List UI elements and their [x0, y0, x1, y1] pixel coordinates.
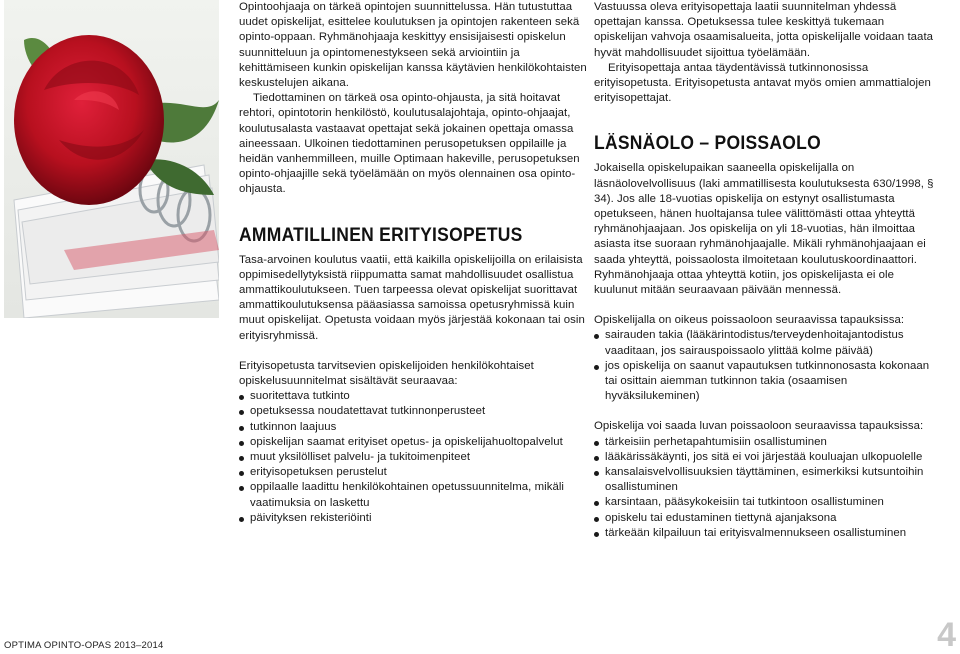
- list-item: kansalaisvelvollisuuksien täyttäminen, esimerkiksi kutsuntoihin osallistuminen: [594, 465, 934, 495]
- plan-contents-intro: Erityisopetusta tarvitsevien opiskelijoiden henkilökohtaiset opiskelusuunnitelmat sisältävät seuraavaa:: [239, 359, 534, 388]
- list-item: opiskelu tai edustaminen tiettynä ajanjaksona: [594, 511, 934, 526]
- list-item: muut yksilölliset palvelu- ja tukitoimenpiteet: [239, 450, 589, 465]
- attendance-paragraph: Jokaisella opiskelupaikan saaneella opiskelijalla on läsnäolovelvollisuus (laki ammatillisesta koulutuksesta 630/1998, § 34). Jos alle 18-vuotias opiskelija on estynyt osallistumasta opetukseen, hänen huoltajansa tulee välittömästi ottaa yhteyttä ryhmänohjaajaan. Jos opiskelija on yli 18-vuotias, hän ilmoittaa asiasta itse suoraan ryhmänohjaajalle. Mikäli ryhmänohjaajaan ei saada yhteyttä, poissaolosta ilmoitetaan koulutuskoordinaattori. Ryhmänohjaaja ottaa yhteyttä kotiin, jos opiskelijasta ei ole kuulunut mitään seuraavaan päivään mennessä.: [594, 162, 934, 297]
- special-teacher-paragraph: Erityisopettaja antaa täydentävissä tutkinnonosissa erityisopetusta. Erityisopetusta antavat myös omien ammattialojen erityisopettajat.: [594, 61, 931, 105]
- list-item: opetuksessa noudatettavat tutkinnonperusteet: [239, 404, 589, 419]
- left-text-column: [239, 0, 589, 526]
- list-item: tärkeään kilpailuun tai erityisvalmennukseen osallistuminen: [594, 526, 934, 541]
- list-item: jos opiskelija on saanut vapautuksen tutkinnonosasta kokonaan tai osittain aiemman tutkinnon takia (osaamisen hyväksilukeminen): [594, 359, 934, 405]
- list-item: opiskelijan saamat erityiset opetus- ja opiskelijahuoltopalvelut: [239, 435, 589, 450]
- intro-paragraph: Opintoohjaaja on tärkeä opintojen suunnittelussa. Hän tutustuttaa uudet opiskelijat, esittelee koulutuksen ja opintojen rakenteen sekä opinto-oppaan. Ryhmänohjaaja keskittyy ensisijaisesti opiskelun suunnitteluun ja opintomenestykseen sekä arviointiin ja kehittämiseen kunkin opiskelijan kanssa käytävien henkilökohtaisten keskustelujen aikana.: [239, 1, 587, 90]
- page-number: 4: [937, 616, 956, 654]
- rose-photo: [4, 0, 219, 318]
- section-heading-special-education: AMMATILLINEN ERITYISOPETUS: [239, 224, 523, 246]
- list-item: lääkärissäkäynti, jos sitä ei voi järjestää kouluajan ulkopuolelle: [594, 450, 934, 465]
- list-item: päivityksen rekisteriöinti: [239, 511, 589, 526]
- page-footer: OPTIMA OPINTO-OPAS 2013–2014: [4, 640, 164, 651]
- absence-right-intro: Opiskelijalla on oikeus poissaoloon seuraavissa tapauksissa:: [594, 314, 905, 327]
- list-item: erityisopetuksen perustelut: [239, 465, 589, 480]
- list-item: tärkeisiin perhetapahtumisiin osallistuminen: [594, 435, 934, 450]
- equality-paragraph: Tasa-arvoinen koulutus vaatii, että kaikilla opiskelijoilla on erilaisista oppimisedellytyksistä riippumatta samat mahdollisuudet osallistua ammattikoulutukseen. Tuen tarpeessa olevat opiskelijat suorittavat ammattikoulutuksensa pääasiassa samoissa opetusryhmissä kuin muut opiskelijat. Opetusta voidaan myös järjestää kokonaan tai osin erityisryhmissä.: [239, 253, 585, 342]
- section-heading-attendance: LÄSNÄOLO – POISSAOLO: [594, 133, 821, 155]
- communication-paragraph: Tiedottaminen on tärkeä osa opinto-ohjausta, ja sitä hoitavat rehtori, opintotorin henkilöstö, koulutusalajohtaja, opinto-ohjaajat, koulutusalasta vastaavat opettajat sekä jokainen opettaja omassa aineessaan. Ulkoinen tiedottaminen perusopetuksen oppilaille ja heidän vanhemmilleen, muille Optimaan hakeville, perusopetuksen opinto-ohjaajille sekä työelämään on myös olennainen osa opinto-ohjausta.: [239, 92, 580, 196]
- list-item: sairauden takia (lääkärintodistus/terveydenhoitajantodistus vaaditaan, jos sairauspoissaolo ylittää kolme päivää): [594, 328, 934, 358]
- plan-contents-list: [239, 389, 589, 526]
- right-text-column: [594, 0, 934, 541]
- responsibility-paragraph: Vastuussa oleva erityisopettaja laatii suunnitelman yhdessä opettajan kanssa. Opetuksessa tulee keskittyä tukemaan opiskelijan vahvoja osaamisalueita, jotta opiskelijalle voidaan taata hyvät mahdollisuudet sijoittua työelämään.: [594, 1, 934, 59]
- list-item: tutkinnon laajuus: [239, 420, 589, 435]
- absence-permission-list: [594, 435, 934, 541]
- list-item: suoritettava tutkinto: [239, 389, 589, 404]
- list-item: oppilaalle laadittu henkilökohtainen opetussuunnitelma, mikäli vaatimuksia on laskettu: [239, 480, 589, 510]
- list-item: karsintaan, pääsykokeisiin tai tutkintoon osallistuminen: [594, 495, 934, 510]
- absence-permission-intro: Opiskelija voi saada luvan poissaoloon seuraavissa tapauksissa:: [594, 420, 924, 433]
- absence-right-list: [594, 328, 934, 404]
